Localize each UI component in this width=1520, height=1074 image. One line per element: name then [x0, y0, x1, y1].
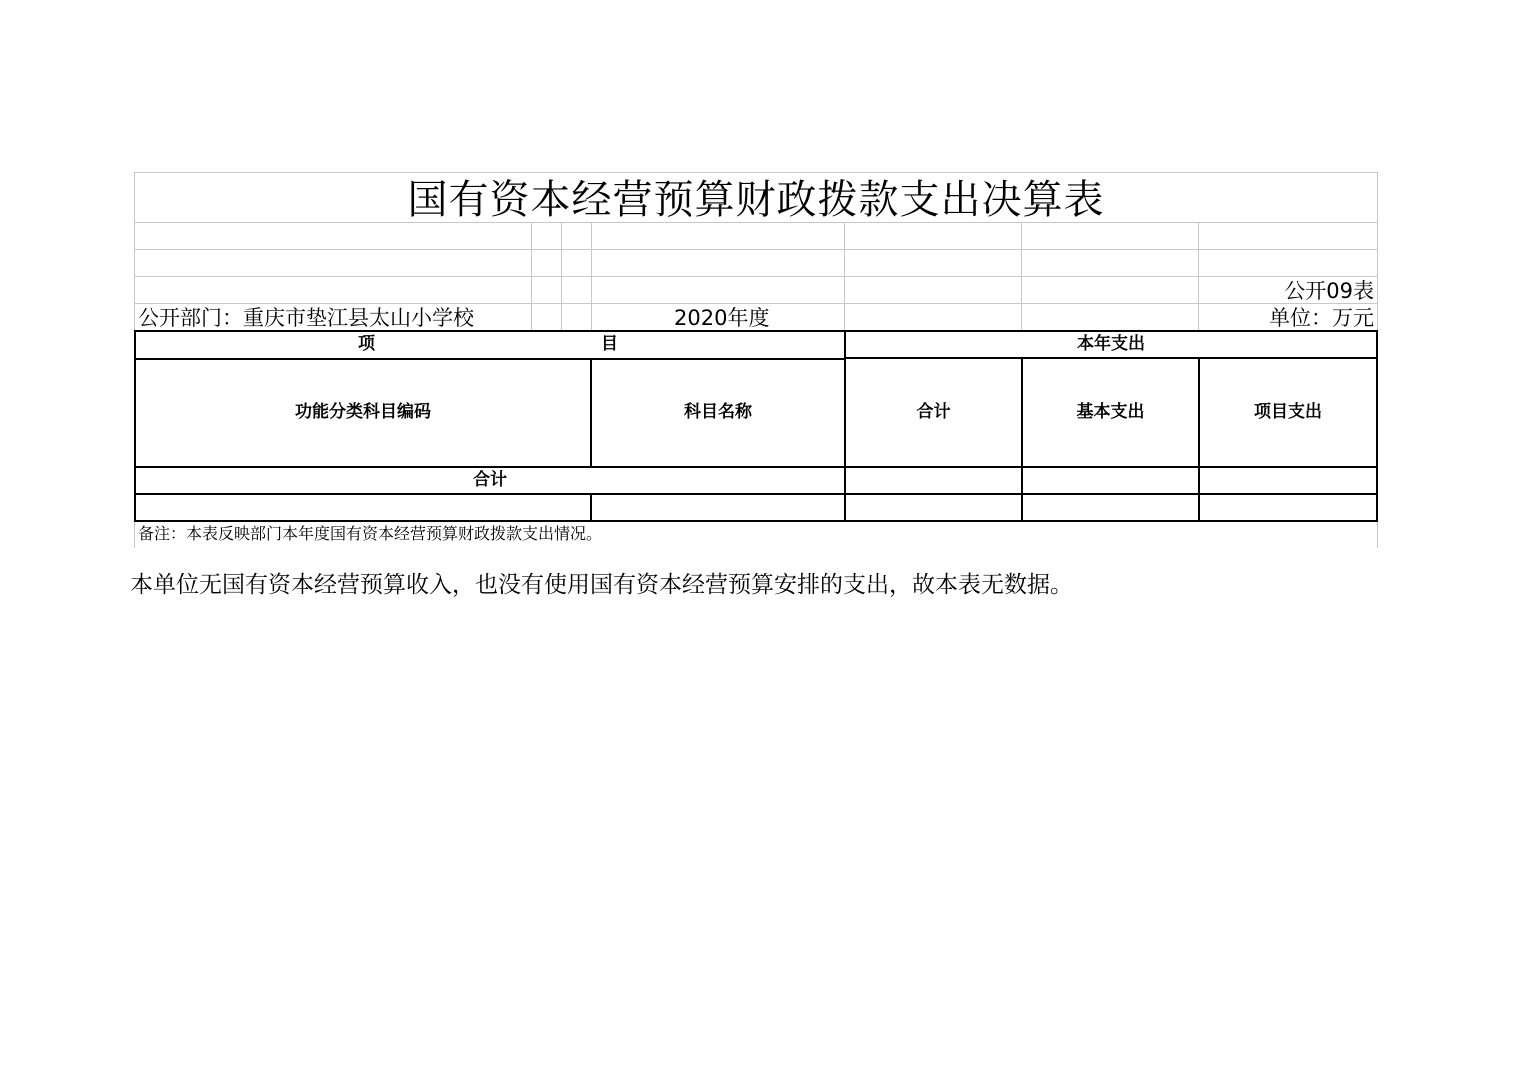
- table-border: [844, 357, 1378, 359]
- unit-label: 单位：万元: [1269, 306, 1374, 330]
- gridline: [1198, 222, 1199, 330]
- gridline: [134, 276, 1378, 277]
- table-border: [134, 330, 136, 522]
- gridline: [134, 172, 1378, 173]
- gridline: [844, 222, 845, 330]
- header-total: 合计: [916, 402, 951, 422]
- header-subject-name: 科目名称: [684, 402, 752, 422]
- table-border: [134, 520, 1378, 522]
- gridline: [531, 222, 532, 330]
- gridline: [134, 303, 1378, 304]
- table-border: [134, 466, 1378, 468]
- explanation-paragraph: 本单位无国有资本经营预算收入，也没有使用国有资本经营预算安排的支出，故本表无数据。: [130, 572, 1073, 598]
- table-border: [1376, 330, 1378, 522]
- header-current-year-expense: 本年支出: [1077, 334, 1145, 354]
- gridline: [134, 249, 1378, 250]
- table-border: [590, 493, 592, 522]
- budget-table-sheet: [134, 172, 1378, 548]
- table-border: [1198, 357, 1200, 522]
- gridline: [561, 222, 562, 330]
- table-border: [134, 493, 1378, 495]
- header-project-expense: 项目支出: [1254, 402, 1322, 422]
- department-label: 公开部门：重庆市垫江县太山小学校: [138, 306, 474, 330]
- header-basic-expense: 基本支出: [1076, 402, 1145, 422]
- gridline: [591, 222, 592, 330]
- total-row-label: 合计: [473, 470, 507, 490]
- table-title: 国有资本经营预算财政拨款支出决算表: [407, 177, 1105, 223]
- gridline: [1021, 222, 1022, 330]
- table-note: 备注：本表反映部门本年度国有资本经营预算财政拨款支出情况。: [138, 524, 603, 543]
- table-border: [134, 358, 846, 360]
- table-border: [844, 330, 846, 522]
- header-item-left: 项: [358, 334, 375, 354]
- header-item-right: 目: [601, 334, 618, 354]
- header-function-code: 功能分类科目编码: [295, 402, 431, 422]
- year-label: 2020年度: [674, 306, 770, 330]
- table-code: 公开09表: [1284, 279, 1374, 303]
- table-border: [1021, 357, 1023, 522]
